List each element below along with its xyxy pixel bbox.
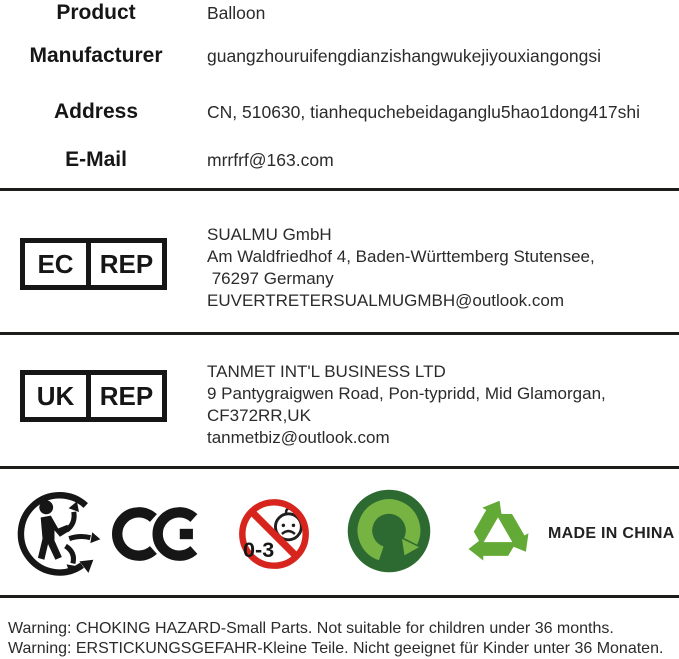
ec-rep-badge-rep: REP <box>99 248 154 279</box>
divider-4 <box>0 595 679 598</box>
manufacturer-row <box>0 44 679 68</box>
uk-rep-street: 9 Pantygraigwen Road, Pon-typridd, Mid Glamorgan, <box>207 384 606 403</box>
product-label: Product <box>56 1 136 24</box>
address-label: Address <box>53 100 139 123</box>
ec-rep-address-block <box>207 224 595 312</box>
ec-rep-street: Am Waldfriedhof 4, Baden-Württemberg Stutensee, <box>207 247 595 266</box>
uk-rep-badge-rep: REP <box>99 380 154 411</box>
ce-mark-icon <box>112 502 208 566</box>
uk-rep-address-block <box>207 361 606 449</box>
ec-rep-badge <box>20 238 167 290</box>
divider-2 <box>0 332 679 335</box>
email-value: mrrfrf@163.com <box>207 150 334 170</box>
triman-recycling-icon <box>14 488 106 580</box>
ec-rep-badge-ec: EC <box>25 243 91 285</box>
made-in-china-label: MADE IN CHINA <box>548 525 675 542</box>
product-value: Balloon <box>207 3 266 23</box>
green-point-icon <box>346 488 432 574</box>
age-range-text: 0-3 <box>243 537 275 563</box>
age-0-3-prohibition-icon <box>238 498 310 570</box>
divider-3 <box>0 466 679 469</box>
choking-warning-en: Warning: CHOKING HAZARD-Small Parts. Not suitable for children under 36 months. <box>8 620 614 637</box>
uk-rep-city: CF372RR,UK <box>207 406 311 425</box>
email-row <box>0 148 679 172</box>
address-value: CN, 510630, tianhequchebeidaganglu5hao1dong417shi <box>207 102 641 122</box>
manufacturer-label: Manufacturer <box>29 44 163 67</box>
address-row <box>0 100 679 124</box>
ec-rep-company: SUALMU GmbH <box>207 225 332 244</box>
manufacturer-value: guangzhouruifengdianzishangwukejiyouxiangongsi <box>207 46 602 66</box>
recycling-mobius-icon <box>452 486 544 578</box>
uk-rep-badge <box>20 370 167 422</box>
ec-rep-email: EUVERTRETERSUALMUGMBH@outlook.com <box>207 291 565 310</box>
email-label: E-Mail <box>65 148 127 171</box>
divider-1 <box>0 188 679 191</box>
uk-rep-badge-uk: UK <box>25 375 91 417</box>
choking-warning-de: Warning: ERSTICKUNGSGEFAHR-Kleine Teile. Nicht geeignet für Kinder unter 36 Monaten. <box>8 640 664 657</box>
ec-rep-city: 76297 Germany <box>207 269 334 288</box>
uk-rep-email: tanmetbiz@outlook.com <box>207 428 390 447</box>
product-row <box>0 1 679 25</box>
uk-rep-company: TANMET INT'L BUSINESS LTD <box>207 362 446 381</box>
